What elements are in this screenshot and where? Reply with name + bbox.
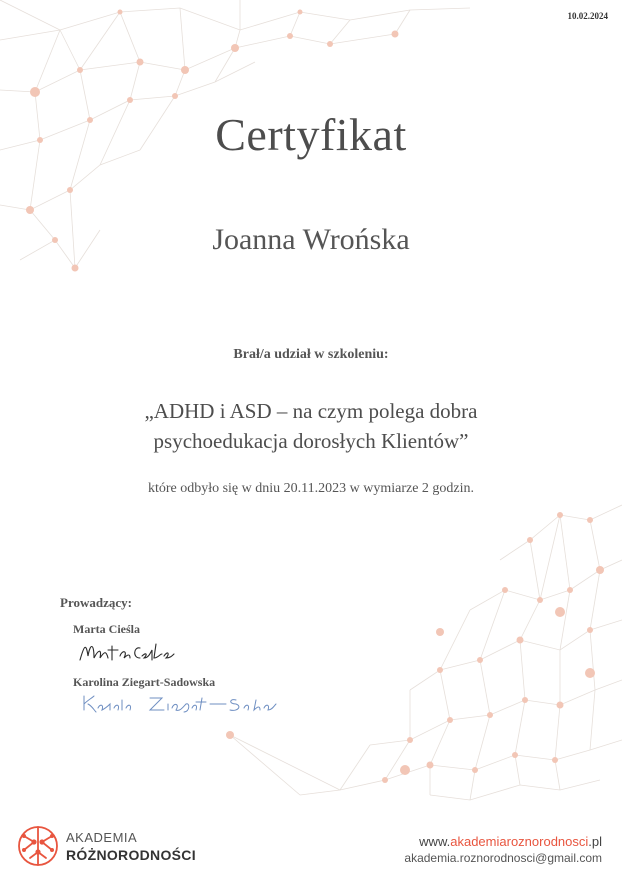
issue-date: 10.02.2024 (567, 11, 608, 21)
certificate-title: Certyfikat (215, 109, 407, 160)
participation-text: Brał/a udział w szkoleniu: (233, 347, 389, 362)
website-prefix: www. (419, 834, 451, 849)
course-title-line-1: „ADHD i ASD – na czym polega dobra (144, 399, 478, 423)
brain-network-logo-icon (14, 822, 62, 870)
instructors-label: Prowadzący: (60, 595, 132, 610)
recipient-name: Joanna Wrońska (212, 223, 410, 256)
training-date-text: które odbyło się w dniu 20.11.2023 w wymiarze 2 godzin. (147, 481, 475, 496)
website-link[interactable] (419, 834, 602, 849)
website-suffix: .pl (588, 834, 602, 849)
signature-marta-ciesla (78, 636, 178, 666)
course-title-line-2: psychoedukacja dorosłych Klientów” (153, 429, 469, 453)
website-domain: roznorodnosci (506, 834, 589, 849)
course-title (0, 396, 622, 456)
instructor-name-1: Marta Cieśla (73, 622, 140, 636)
signature-karolina-ziegart-sadowska (80, 690, 280, 716)
email-link[interactable]: akademia.roznorodnosci@gmail.com (404, 851, 602, 865)
instructor-name-2: Karolina Ziegart-Sadowska (73, 675, 216, 689)
brand-name-line-1: AKADEMIA (66, 830, 138, 845)
brand-name-line-2: RÓŻNORODNOŚCI (66, 847, 196, 863)
website-accent: akademia (450, 834, 507, 849)
